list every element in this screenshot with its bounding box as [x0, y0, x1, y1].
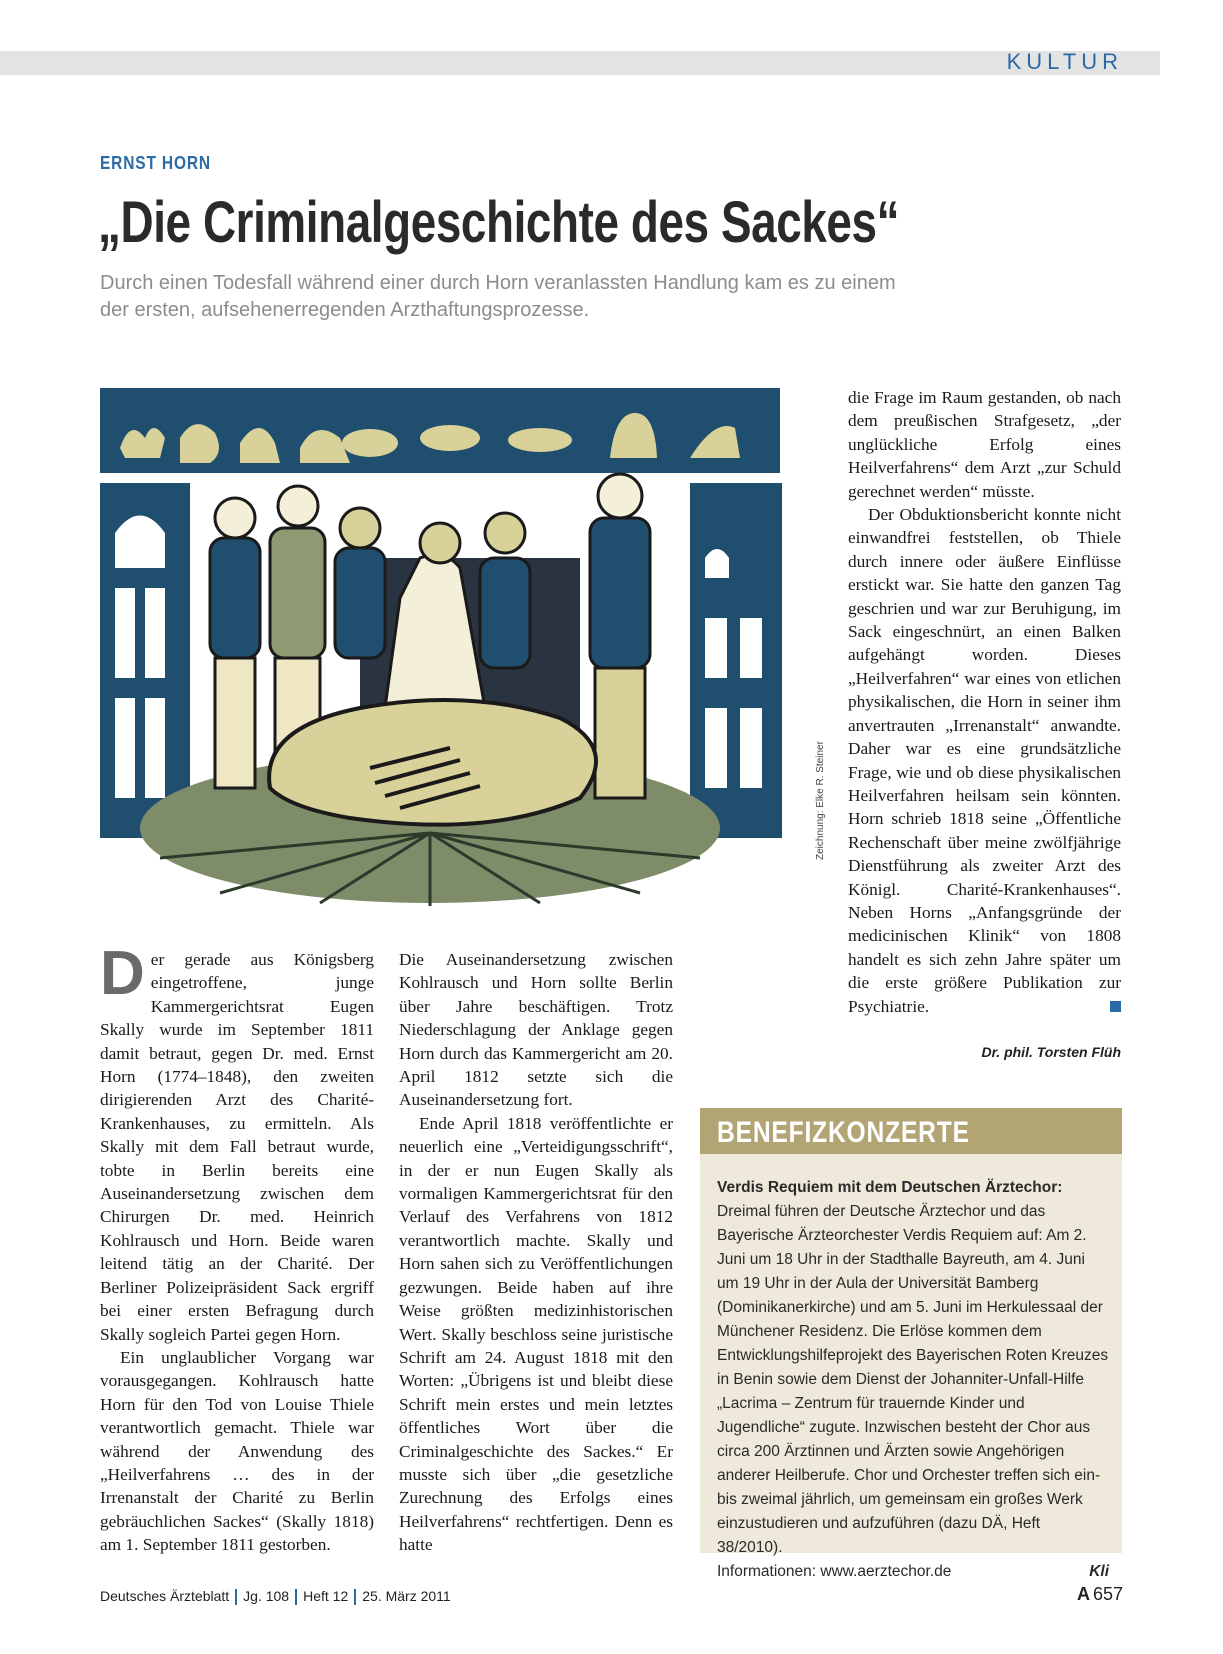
journal-volume: Jg. 108 [243, 1588, 290, 1604]
sidebar-signature: Kli [1089, 1563, 1109, 1580]
footer-separator [295, 1589, 297, 1605]
sidebar-info-link[interactable]: Informationen: www.aerztechor.de [717, 1563, 952, 1580]
end-mark-icon [1110, 1001, 1121, 1012]
paragraph: Ende April 1818 veröffentlichte er neuerlich eine „Verteidigungsschrift“, in der er nun Eugen Skally als vormaligen Kammergerichtsrat für den Verlauf des Verfahrens von 1812 verantwortlich machte. Skally und Horn sahen sich zu Veröffentlichungen gezwungen. Beide haben auf ihre Weise größten medizinhistorischen Wert. Skally beschloss seine juristische Schrift am 24. August 1818 mit den Worten: „Übrigens ist und bleibt diese Schrift mein erstes und mein letztes öffentliches Wort über die Criminalgeschichte des Sackes.“ Er musste sich über „die gesetzliche Zurechnung des Erfolgs eines Heilverfahrens“ rechtfertigen. Denn es hatte [399, 1113, 673, 1555]
article-illustration [100, 388, 820, 928]
paragraph: Ein unglaublicher Vorgang war vorausgegangen. Kohlrausch hatte Horn für den Tod von Louise Thiele verantwortlich gemacht. Thiele war während der Anwendung des „Heilverfahrens … des in der Irrenanstalt der Charité zu Berlin gebräuchlichen Sackes“ (Skally 1818) am 1. September 1811 gestorben. [100, 1347, 374, 1555]
sidebar-info-row [717, 1560, 1109, 1584]
article-title: „Die Criminalgeschichte des Sackes“ [98, 190, 900, 255]
paragraph [848, 503, 1121, 1018]
paragraph: Die Auseinandersetzung zwischen Kohlrausch und Horn sollte Berlin über Jahre beschäftigen. Trotz Niederschlagung der Anklage gegen Horn durch das Kammergericht am 20. April 1812 setzte sich die Auseinandersetzung fort. [399, 950, 673, 1110]
sidebar-text: Dreimal führen der Deutsche Ärztechor und das Bayerische Ärzteorchester Verdis Requiem auf: Am 2. Juni um 18 Uhr in der Stadthalle Bayreuth, am 4. Juni um 19 Uhr in der Aula der Universität Bamberg (Dominikanerkirche) und am 5. Juni im Herkulessaal der Münchener Residenz. Die Erlöse kommen dem Entwicklungshilfeprojekt des Bayerischen Roten Kreuzes in Benin sowie dem Dienst der Johanniter-Unfall-Hilfe „Lacrima – Zentrum für trauernde Kinder und Jugendliche“ zugute. Inzwischen besteht der Chor aus circa 200 Ärztinnen und Ärzten sowie Angehörigen anderer Heilberufe. Chor und Orchester treffen sich ein- bis zweimal jährlich, um gemeinsam ein großes Werk einzustudieren und aufzuführen (dazu DÄ, Heft 38/2010). [717, 1203, 1109, 1556]
page-prefix: A [1076, 1584, 1090, 1604]
drop-cap: D [100, 939, 145, 1008]
article-column-3 [848, 386, 1121, 1018]
article-column-1 [100, 939, 374, 1557]
article-author: Dr. phil. Torsten Flüh [981, 1044, 1121, 1060]
paragraph-text: Der Obduktionsbericht konnte nicht einwandfrei feststellen, ob Thiele durch innere oder äußere Einflüsse erstickt war. Sie hatte den ganzen Tag geschrien und war zur Beruhigung, im Sack eingeschnürt, an einen Balken aufgehängt worden. Dieses „Heilverfahren“ war eines von etlichen physikalischen, die Horn in seiner ihm anvertrauten „Irrenanstalt“ anwandte. Daher war es eine grundsätzliche Frage, wie und ob diese physikalischen Heilverfahren heilsam sein könnten. Horn schrieb 1818 seine „Öffentliche Rechenschaft über meine zwölfjährige Dienstführung als zweiter Arzt des Königl. Charité-Krankenhauses“. Neben Horns „Anfangsgründe der medicinischen Klinik“ von 1808 handelt es sich zehn Jahre später um die erste größere Publikation zur Psychiatrie. [848, 505, 1121, 1016]
page-number [1077, 1584, 1123, 1605]
illustration-credit: Zeichnung: Elke R. Steiner [815, 741, 826, 860]
section-bar [0, 51, 1160, 75]
article-column-2 [399, 948, 673, 1557]
sidebar-header [700, 1108, 1122, 1154]
page-footer [100, 1588, 451, 1605]
section-label: KULTUR [1006, 49, 1123, 74]
sidebar-title: BENEFIZKONZERTE [717, 1116, 970, 1149]
journal-date: 25. März 2011 [362, 1588, 451, 1604]
footer-separator [354, 1589, 356, 1605]
page-number-value: 657 [1092, 1584, 1123, 1604]
article-dek: Durch einen Todesfall während einer durch Horn veranlassten Handlung kam es zu einem der ersten, aufsehenerregenden Arzthaftungsprozesse. [100, 272, 896, 321]
sidebar-body [717, 1176, 1109, 1584]
paragraph: er gerade aus Königsberg eingetroffene, junge Kammergerichtsrat Eugen Skally wurde im September 1811 damit betraut, gegen Dr. med. Ernst Horn (1774–1848), den zweiten dirigierenden Arzt des Charité-Krankenhauses, zu ermitteln. Als Skally mit dem Fall betraut wurde, tobte in Berlin bereits eine Auseinandersetzung zwischen dem Chirurgen Dr. med. Heinrich Kohlrausch und Horn. Beide waren leitend tätig an der Charité. Der Berliner Polizeipräsident Sack ergriff bei einer ersten Befragung durch Skally sogleich Partei gegen Horn. [100, 950, 374, 1344]
article-kicker: ERNST HORN [100, 153, 211, 173]
paragraph: die Frage im Raum gestanden, ob nach dem preußischen Strafgesetz, „der unglückliche Erfolg eines Heilverfahrens“ dem Arzt „zur Schuld gerechnet werden“ müsste. [848, 388, 1121, 501]
journal-name: Deutsches Ärzteblatt [100, 1588, 230, 1604]
journal-issue: Heft 12 [303, 1588, 349, 1604]
sidebar-box [700, 1108, 1122, 1580]
footer-separator [235, 1589, 237, 1605]
sidebar-subtitle: Verdis Requiem mit dem Deutschen Ärztechor: [717, 1179, 1063, 1196]
